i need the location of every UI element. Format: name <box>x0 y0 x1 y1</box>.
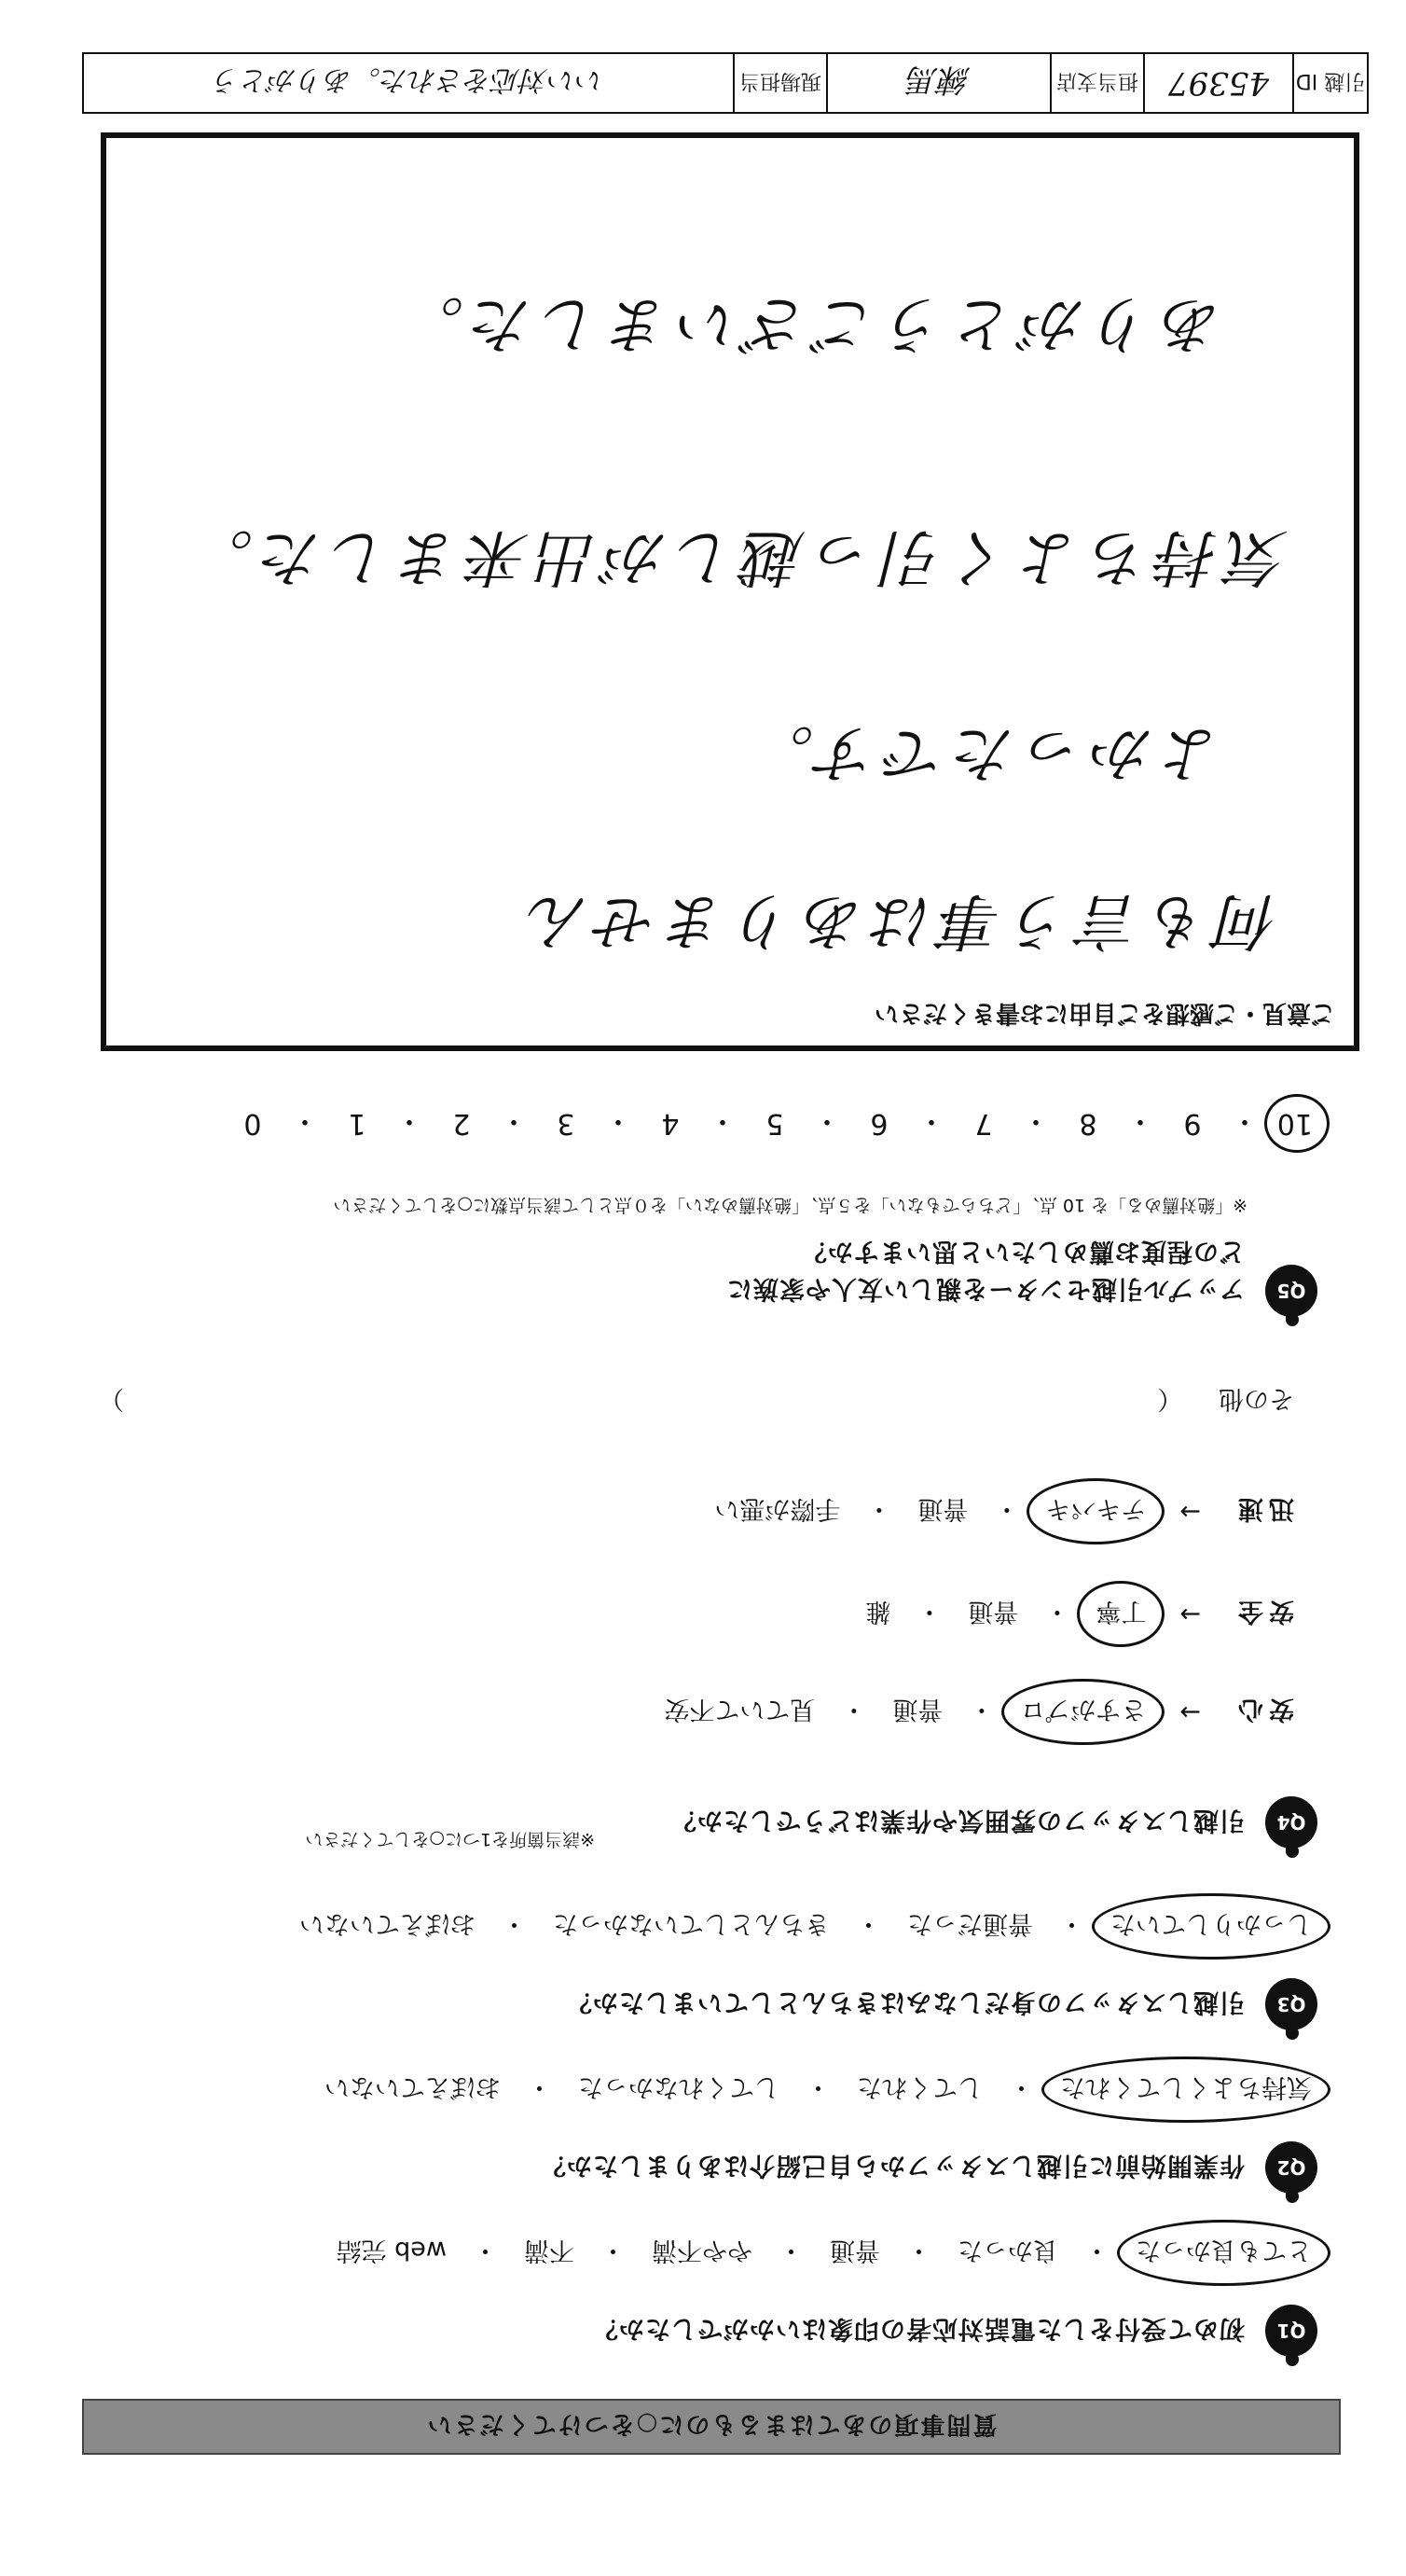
q4-anshin-option-2[interactable]: 普通 <box>892 1695 944 1724</box>
arrow-right-icon: → <box>1179 1600 1201 1628</box>
scale-8[interactable]: 8 <box>1079 1107 1097 1141</box>
free-comment-line-3: 気持ちよく引っ越しが出来ました。 <box>185 521 1289 593</box>
q2-text: 作業開始前に引越しスタッフから自己紹介はありましたか？ <box>540 2151 1245 2180</box>
scale-0[interactable]: 0 <box>243 1107 262 1141</box>
branch-label: 担当支店 <box>1050 54 1143 112</box>
q4-jinsoku-option-1[interactable]: テキパキ <box>1040 1491 1151 1531</box>
q4-other-open-paren: （ <box>1157 1384 1183 1413</box>
free-comment-line-1: 何も言う事はありません <box>520 885 1279 957</box>
q2-badge: Q2 <box>1265 2141 1317 2194</box>
q4-row-anshin: 安心 → さすがプロ ・ 普通 ・ 見ていて不安 <box>658 1692 1294 1732</box>
free-comment-label: ご意見・ご感想をご自由にお書きください <box>874 999 1335 1027</box>
q2-options: 気持ちよくしてくれた ・ してくれた ・ してくれなかった ・ おぼえていない <box>319 2070 1317 2110</box>
q1-text: 初めて受付をした電話対応者の印象はいかがでしたか？ <box>592 2314 1245 2343</box>
q1-options: とても良かった ・ 良かった ・ 普通 ・ やや不満 ・ 不満 ・ web 完結 <box>331 2233 1317 2273</box>
q2-option-3[interactable]: してくれなかった <box>578 2072 779 2101</box>
q2-option-2[interactable]: してくれた <box>857 2072 983 2101</box>
q4-jinsoku-option-3[interactable]: 手際が悪い <box>714 1494 841 1523</box>
q3-options: しっかりしていた ・ 普通だった ・ きちんとしていなかった ・ おぼえていない <box>294 1906 1317 1946</box>
scale-2[interactable]: 2 <box>452 1107 471 1141</box>
q4-row-label: 安心 <box>1233 1695 1294 1724</box>
arrow-right-icon: → <box>1179 1497 1201 1526</box>
q5-text-line2: どの程度お薦めしたいと思いますか？ <box>801 1237 1245 1266</box>
q4-text: 引越しスタッフの雰囲気や作業はどうでしたか？ <box>670 1806 1245 1835</box>
q5-text-line1: アップル引越センターを親しい友人や家族に <box>726 1274 1245 1303</box>
scale-9[interactable]: 9 <box>1183 1107 1202 1141</box>
q5-scale: 10 ・ 9 ・ 8 ・ 7 ・ 6 ・ 5 ・ 4 ・ 3 ・ 2 ・ 1 ・ 0 <box>237 1103 1313 1144</box>
q4-anzen-option-3[interactable]: 雑 <box>865 1597 891 1626</box>
q5-badge: Q5 <box>1265 1265 1317 1317</box>
q3-option-4[interactable]: おぼえていない <box>299 1909 476 1938</box>
q1-badge: Q1 <box>1265 2305 1317 2357</box>
q3-option-3[interactable]: きちんとしていなかった <box>553 1909 830 1938</box>
q4-other-label: その他 <box>1219 1384 1294 1413</box>
q3-option-2[interactable]: 普通だった <box>907 1909 1033 1938</box>
q1-option-3[interactable]: 普通 <box>830 2236 880 2264</box>
q4-row-label: 迅速 <box>1233 1494 1294 1523</box>
scale-6[interactable]: 6 <box>870 1107 889 1141</box>
q3-text: 引越しスタッフの身だしなみはきちんとしていましたか？ <box>566 1987 1245 2016</box>
instruction-text: 質問事項のあてはまるものに○をつけてください <box>425 2410 998 2439</box>
q4-jinsoku-option-2[interactable]: 普通 <box>917 1494 969 1523</box>
q1-option-2[interactable]: 良かった <box>958 2236 1058 2264</box>
instruction-band <box>82 2399 1341 2455</box>
q1-option-5[interactable]: 不満 <box>524 2236 574 2264</box>
move-id-label: 引越 ID <box>1292 54 1367 112</box>
free-comment-box[interactable] <box>101 132 1359 1051</box>
free-comment-line-2: よかったです。 <box>745 717 1223 789</box>
scale-4[interactable]: 4 <box>661 1107 680 1141</box>
q4-row-label: 安全 <box>1233 1597 1294 1626</box>
scale-3[interactable]: 3 <box>557 1107 575 1141</box>
q4-anzen-option-2[interactable]: 普通 <box>968 1597 1019 1626</box>
q4-row-jinsoku: 迅速 → テキパキ ・ 普通 ・ 手際が悪い <box>709 1491 1294 1531</box>
q4-anshin-option-3[interactable]: 見ていて不安 <box>664 1695 816 1724</box>
free-comment-line-4: ありがとうございました。 <box>395 288 1223 360</box>
q4-other <box>99 1383 1294 1420</box>
arrow-right-icon: → <box>1179 1697 1201 1726</box>
q1-option-4[interactable]: やや不満 <box>652 2236 752 2264</box>
q2-option-4[interactable]: おぼえていない <box>324 2072 501 2101</box>
scale-1[interactable]: 1 <box>348 1107 366 1141</box>
move-id-value: 45397 <box>1143 54 1292 112</box>
q4-badge: Q4 <box>1265 1796 1317 1849</box>
staff-label: 現場担当 <box>733 54 826 112</box>
scale-10[interactable]: 10 <box>1276 1107 1313 1141</box>
q5-note: ※「絶対薦める」を 10 点、「どちらでもない」を５点、「絶対薦めない」を０点として該当点数に○をしてください <box>333 1195 1247 1215</box>
scale-7[interactable]: 7 <box>974 1107 993 1141</box>
staff-value: いい対応をされた。ありがとう <box>213 63 604 96</box>
q3-option-1[interactable]: しっかりしていた <box>1105 1906 1317 1946</box>
q4-note: ※該当箇所を1つに○をしてください <box>305 1829 595 1849</box>
q1-option-6[interactable]: web 完結 <box>336 2236 447 2264</box>
q1-option-1[interactable]: とても良かった <box>1130 2233 1317 2273</box>
q4-anshin-option-1[interactable]: さすがプロ <box>1014 1692 1151 1732</box>
q4-other-close-paren: ） <box>99 1384 124 1413</box>
identification-row <box>82 52 1369 114</box>
q4-anzen-option-1[interactable]: 丁寧 <box>1090 1594 1151 1634</box>
scale-5[interactable]: 5 <box>765 1107 784 1141</box>
q3-badge: Q3 <box>1265 1978 1317 2030</box>
branch-value: 練馬 <box>826 54 1050 112</box>
q4-row-anzen: 安全 → 丁寧 ・ 普通 ・ 雑 <box>860 1594 1294 1634</box>
q2-option-1[interactable]: 気持ちよくしてくれた <box>1054 2070 1317 2110</box>
